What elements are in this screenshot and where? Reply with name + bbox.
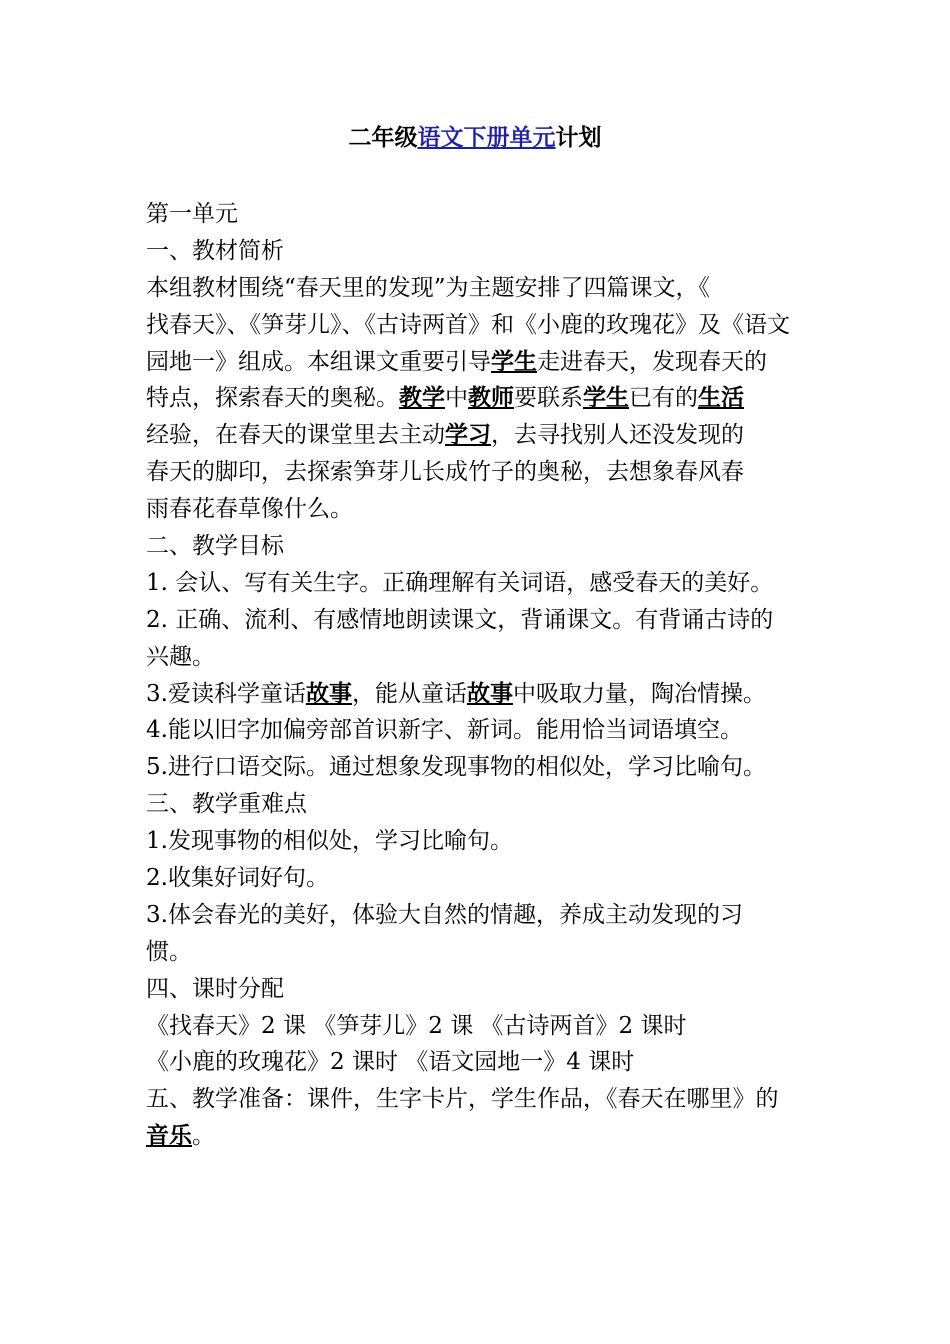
goal-item: 5.进行口语交际。通过想象发现事物的相似处，学习比喻句。 — [146, 754, 766, 781]
key-point-item: 3.体会春光的美好，体验大自然的情趣，养成主动发现的习 — [146, 901, 743, 928]
keyword-emphasis: 故事 — [466, 679, 513, 707]
unit-heading: 第一单元 — [146, 201, 238, 227]
paragraph-line: 本组教材围绕“春天里的发现”为主题安排了四篇课文，《 — [146, 274, 711, 301]
document-body — [146, 196, 810, 1155]
title-suffix: 计划 — [555, 125, 602, 151]
paragraph-line: 园地一》组成。本组课文重要引导学生走进春天，发现春天的 — [146, 347, 767, 375]
section-heading-schedule: 四、课时分配 — [146, 975, 284, 1002]
paragraph-line: 雨春花春草像什么。 — [146, 496, 353, 523]
section-heading-goals: 二、教学目标 — [146, 533, 284, 560]
keyword-emphasis: 生活 — [698, 384, 744, 412]
key-point-item-continued: 惯。 — [146, 938, 192, 965]
section-heading-preparation: 五、教学准备：课件，生字卡片，学生作品，《春天在哪里》的 — [146, 1086, 779, 1113]
keyword-emphasis: 学生 — [491, 347, 537, 375]
section-heading-analysis: 一、教材简析 — [146, 237, 284, 264]
goal-item: 1. 会认、写有关生字。正确理解有关词语，感受春天的美好。 — [146, 569, 774, 596]
keyword-emphasis: 学习 — [445, 421, 491, 449]
keyword-emphasis: 学生 — [583, 384, 629, 412]
preparation-line-continued: 音乐。 — [146, 1122, 215, 1150]
key-point-item: 2.收集好词好句。 — [146, 865, 329, 892]
paragraph-line: 春天的脚印，去探索笋芽儿长成竹子的奥秘，去想象春风春 — [146, 459, 744, 486]
goal-item: 3.爱读科学童话故事，能从童话故事中吸取力量，陶冶情操。 — [146, 679, 766, 707]
section-heading-key-points: 三、教学重难点 — [146, 791, 307, 818]
goal-item: 4.能以旧字加偏旁部首识新字、新词。能用恰当词语填空。 — [146, 717, 743, 744]
schedule-line: 《小鹿的玫瑰花》2 课时 《语文园地一》4 课时 — [146, 1049, 635, 1076]
page-title — [0, 120, 950, 156]
key-point-item: 1.发现事物的相似处，学习比喻句。 — [146, 828, 513, 855]
title-link[interactable]: 语文下册单元 — [417, 125, 556, 151]
keyword-emphasis: 音乐 — [146, 1122, 192, 1150]
keyword-emphasis: 教师 — [468, 384, 514, 412]
goal-item-continued: 兴趣。 — [146, 643, 215, 670]
paragraph-line: 找春天》、《笋芽儿》、《古诗两首》和《小鹿的玫瑰花》及《语文 — [146, 311, 790, 338]
keyword-emphasis: 教学 — [399, 384, 445, 412]
title-prefix: 二年级 — [348, 125, 418, 151]
schedule-line: 《找春天》2 课 《笋芽儿》2 课 《古诗两首》2 课时 — [146, 1012, 687, 1039]
paragraph-line: 经验，在春天的课堂里去主动学习，去寻找别人还没发现的 — [146, 421, 744, 449]
keyword-emphasis: 故事 — [305, 679, 352, 707]
goal-item: 2. 正确、流利、有感情地朗读课文，背诵课文。有背诵古诗的 — [146, 606, 774, 633]
paragraph-line: 特点，探索春天的奥秘。教学中教师要联系学生已有的生活 — [146, 384, 744, 412]
